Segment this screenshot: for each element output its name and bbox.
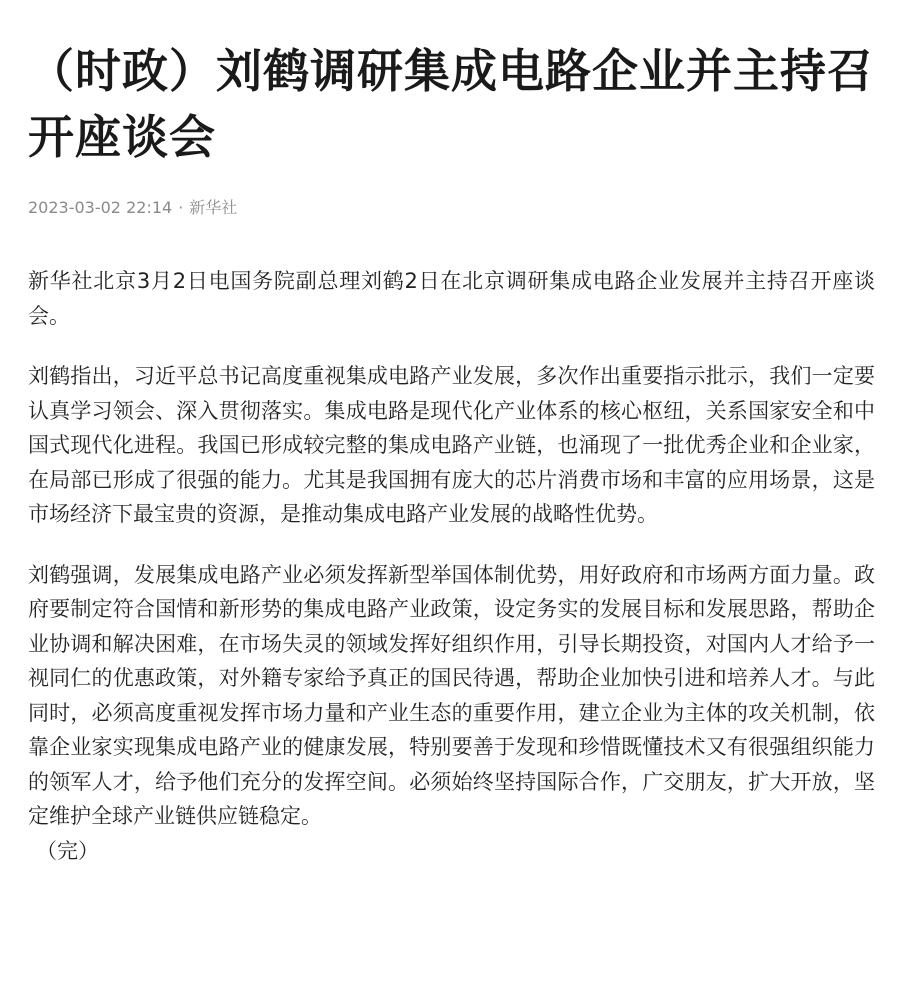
article-paragraph-3 [28, 558, 875, 869]
article-source: 新华社 [189, 198, 238, 217]
article-meta [28, 196, 875, 220]
publish-datetime: 2023-03-02 22:14 [28, 198, 173, 217]
article-paragraph-2: 刘鹤指出，习近平总书记高度重视集成电路产业发展，多次作出重要指示批示，我们一定要认真学习领会、深入贯彻落实。集成电路是现代化产业体系的核心枢纽，关系国家安全和中国式现代化进程。我国已形成较完整的集成电路产业链，也涌现了一批优秀企业和企业家，在局部已形成了很强的能力。尤其是我国拥有庞大的芯片消费市场和丰富的应用场景，这是市场经济下最宝贵的资源，是推动集成电路产业发展的战略性优势。 [28, 364, 875, 526]
meta-separator: · [178, 198, 184, 217]
article-paragraph-3-text: 刘鹤强调，发展集成电路产业必须发挥新型举国体制优势，用好政府和市场两方面力量。政府要制定符合国情和新形势的集成电路产业政策，设定务实的发展目标和发展思路，帮助企业协调和解决困难，在市场失灵的领域发挥好组织作用，引导长期投资，对国内人才给予一视同仁的优惠政策，对外籍专家给予真正的国民待遇，帮助企业加快引进和培养人才。与此同时，必须高度重视发挥市场力量和产业生态的重要作用，建立企业为主体的攻关机制，依靠企业家实现集成电路产业的健康发展，特别要善于发现和珍惜既懂技术又有很强组织能力的领军人才，给予他们充分的发挥空间。必须始终坚持国际合作，广交朋友，扩大开放，坚定维护全球产业链供应链稳定。 [28, 562, 875, 828]
article-paragraph-1: 新华社北京3月2日电国务院副总理刘鹤2日在北京调研集成电路企业发展并主持召开座谈会。 [28, 269, 875, 328]
article-end-mark: （完） [36, 838, 99, 863]
article-title: （时政）刘鹤调研集成电路企业并主持召开座谈会 [28, 44, 874, 164]
article-body [28, 264, 875, 868]
